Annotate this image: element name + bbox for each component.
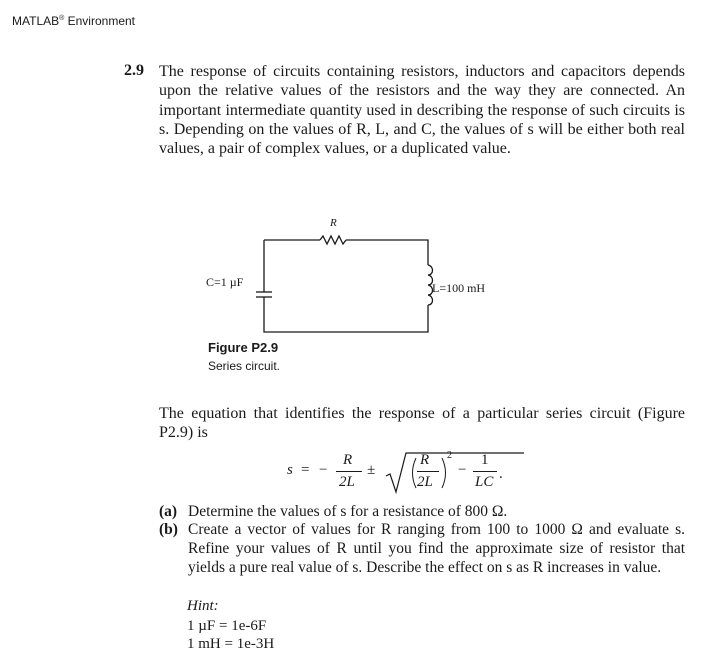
circuit-wire-right — [346, 240, 428, 265]
item-b-label: (b) — [159, 521, 178, 538]
eq-frac2-bar — [473, 471, 497, 472]
hint-line-1: 1 µF = 1e-6F — [187, 618, 267, 634]
response-equation — [287, 450, 527, 498]
header-title: MATLAB — [12, 14, 60, 28]
eq-minus: − — [319, 462, 328, 478]
circuit-wire-bottom — [264, 297, 428, 332]
eq-frac2-den: LC — [475, 474, 494, 490]
capacitor-label: C=1 µF — [206, 275, 244, 289]
registered-mark: ® — [59, 15, 65, 22]
figure-caption: Series circuit. — [208, 359, 281, 373]
header-subtitle: Environment — [64, 14, 135, 28]
item-b — [159, 520, 685, 577]
eq-inner-bar — [417, 471, 439, 472]
eq-frac-den: 2L — [339, 474, 355, 490]
problem-number: 2.9 — [124, 62, 144, 79]
eq-frac2-num: 1 — [481, 452, 489, 468]
equation-intro: The equation that identifies the response of a particular series circuit (Figure P2.9) is — [159, 405, 685, 442]
eq-exponent: 2 — [447, 450, 452, 461]
eq-inner-den: 2L — [417, 474, 433, 490]
eq-lhs: s — [287, 462, 293, 478]
problem-intro: The response of circuits containing resistors, inductors and capacitors depends upon the relative values of the resistors and the way they are connected. An important intermediate quantity used in describing the response of such circuits is s. Depending on the values of R, L, and C, the values of s will be either both real values, a pair of complex values, or a duplicated value. — [159, 63, 685, 158]
resistor-symbol — [320, 236, 346, 244]
hint-title: Hint: — [187, 598, 219, 614]
item-a-label: (a) — [159, 503, 178, 520]
eq-frac-bar — [336, 471, 362, 472]
eq-plusminus: ± — [367, 462, 376, 478]
eq-period: . — [499, 466, 503, 482]
hint-line-2: 1 mH = 1e-3H — [187, 636, 275, 652]
eq-equals: = — [301, 462, 310, 478]
eq-minus2: − — [458, 462, 467, 478]
eq-inner-num: R — [420, 452, 430, 468]
item-a-text: Determine the values of s for a resistance of 800 Ω. — [188, 503, 508, 520]
item-a — [159, 502, 685, 521]
resistor-label: R — [330, 217, 337, 229]
figure-title: Figure P2.9 — [208, 340, 279, 355]
eq-frac-num: R — [343, 452, 353, 468]
inductor-label: L=100 mH — [432, 281, 486, 295]
item-b-text: Create a vector of values for R ranging from 100 to 1000 Ω and evaluate s. Refine your values of R until you find the approximate size of resistor that yields a pure real value of s. Describe the effect on s as R increases in value. — [188, 521, 685, 576]
